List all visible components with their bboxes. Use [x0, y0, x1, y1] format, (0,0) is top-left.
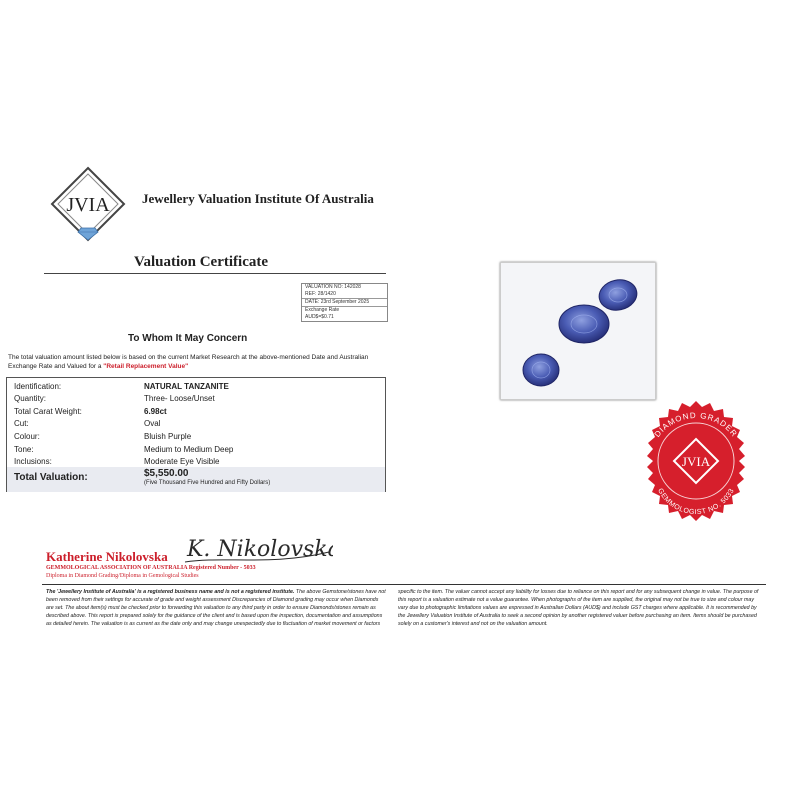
table-row: [7, 381, 385, 393]
appraiser-name: Katherine Nikolovska: [46, 549, 168, 564]
row-label: Tone:: [14, 445, 34, 454]
seal-top-text: DIAMOND GRADER: [652, 410, 740, 439]
table-row: [7, 406, 385, 418]
valuation-date: DATE: 23rd September 2025: [302, 298, 387, 306]
intro-highlight: "Retail Replacement Value": [103, 363, 189, 370]
diploma-line: Diploma in Diamond Grading/Diploma in Gemological Studies: [46, 573, 199, 579]
total-valuation-row: [7, 467, 385, 492]
exchange-rate-label: Exchange Rate: [302, 306, 387, 314]
table-row: [7, 418, 385, 430]
row-label: Quantity:: [14, 394, 47, 403]
valuation-number: VALUATION NO: 142028: [305, 284, 361, 290]
reference-box: [301, 283, 388, 322]
institute-name: Jewellery Valuation Institute Of Australia: [142, 191, 374, 206]
row-value: Oval: [144, 419, 161, 428]
seal-bottom-text: GEMMOLOGIST NO. 5033: [656, 487, 736, 517]
row-value: Moderate Eye Visible: [144, 457, 220, 466]
certificate-title: Valuation Certificate: [134, 254, 269, 270]
total-amount: $5,550.00: [144, 468, 189, 479]
gem-large: [559, 305, 609, 343]
row-label: Identification:: [14, 382, 62, 391]
diamond-grader-seal: [620, 396, 770, 526]
table-row: [7, 393, 385, 405]
row-value: Three- Loose/Unset: [144, 394, 215, 403]
table-row: [7, 444, 385, 456]
gem-small: [523, 354, 559, 386]
total-amount-words: (Five Thousand Five Hundred and Fifty Dollars): [144, 480, 271, 486]
total-label: Total Valuation:: [14, 472, 88, 483]
disclaimer-bold: The 'Jewellery Institute of Australia' is a registered business name and is not a registered institute.: [46, 589, 295, 595]
row-value: NATURAL TANZANITE: [144, 382, 229, 391]
gemstone-photo: [500, 262, 656, 400]
intro-text: The total valuation amount listed below is based on the current Market Research at the above-mentioned Date and Australian Exchange Rate and Valued for a: [8, 354, 369, 370]
row-label: Inclusions:: [14, 457, 52, 466]
jvia-logo: [48, 166, 128, 246]
valuation-table: [6, 377, 386, 492]
intro-paragraph: [8, 353, 393, 371]
seal-center-text: JVIA: [681, 454, 711, 469]
disclaimer-right: specific to the item. The valuer cannot accept any liability for losses due to reliance on this report and for any subsequent change in value. The purpose of this report is a valuation estimate not a value guarantee. When photographs of the item are supplied, the original may not be true to size and colour may vary due to photographic limitations values are expressed in Australian Dollars (AUD$) and include GST charges where applicable. It is recommended by the Jewellery Valuation Institute of Australia to seek a second opinion by another registered valuer before purchasing an item. Items should be purchased solely on a customer's interest and not on the valuation amount.: [398, 589, 759, 627]
row-value: 6.98ct: [144, 407, 167, 416]
row-value: Medium to Medium Deep: [144, 445, 234, 454]
row-label: Colour:: [14, 432, 40, 441]
exchange-rate-value: AUD$=$0.71: [305, 314, 334, 320]
signature-text: K. Nikolovska: [187, 537, 333, 562]
row-label: Cut:: [14, 419, 29, 428]
disclaimer-left-text: The above Gemstone/stones have not been removed from their settings for accurate of grade and weight assessment Discrepancies of Diamond grading may occur when Diamonds are set. The about item(s) must be checked prior to forwarding this valuation to any third party in order to ensure Diamonds/stones remain as described above. This report is prepared solely for the guidance of the client and is based upon the inspection, documentation and assumptions as detailed herein. The valuation is as current as the date only and may change unexpectedly due to fluctuation of market movement or factors: [46, 589, 386, 627]
row-value: Bluish Purple: [144, 432, 192, 441]
reference-number: REF: 28/1420: [305, 291, 336, 297]
disclaimer-left: [46, 588, 386, 628]
title-divider: [44, 273, 386, 274]
footer-divider: [42, 584, 766, 585]
salutation: To Whom It May Concern: [128, 333, 248, 344]
logo-text: JVIA: [66, 194, 110, 216]
row-label: Total Carat Weight:: [14, 407, 82, 416]
registration-line: GEMMOLOGICAL ASSOCIATION OF AUSTRALIA Registered Number - 5033: [46, 565, 256, 571]
table-row: [7, 431, 385, 443]
